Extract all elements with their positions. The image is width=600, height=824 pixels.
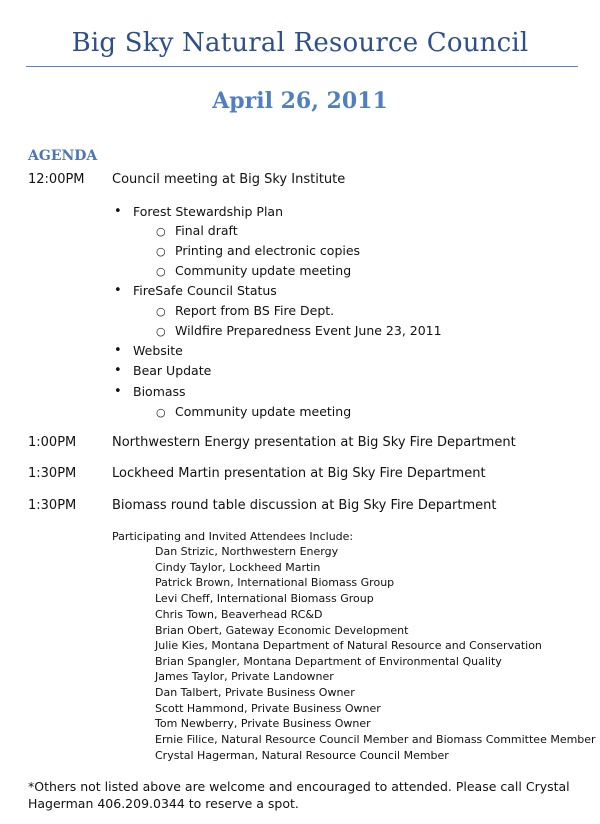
circle-bullet-icon: ○	[156, 325, 166, 338]
sub-list-item-text: Community update meeting	[175, 404, 352, 419]
attendee-item: James Taylor, Private Landowner	[155, 670, 334, 683]
bullet-icon: •	[114, 384, 122, 399]
attendee-item: Dan Strizic, Northwestern Energy	[155, 545, 339, 558]
agenda-time: 1:30PM	[28, 466, 77, 481]
attendee-item: Levi Cheff, International Biomass Group	[155, 592, 374, 605]
agenda-description: Council meeting at Big Sky Institute	[112, 172, 346, 187]
attendee-item: Patrick Brown, International Biomass Group	[155, 576, 395, 589]
list-item-text: Bear Update	[133, 363, 212, 378]
list-item-text: Forest Stewardship Plan	[133, 204, 284, 219]
circle-bullet-icon: ○	[156, 305, 166, 318]
attendee-item: Scott Hammond, Private Business Owner	[155, 702, 381, 715]
sub-list-item-text: Printing and electronic copies	[175, 243, 361, 258]
agenda-description: Biomass round table discussion at Big Sky Fire Department	[112, 498, 497, 513]
sub-list-item-text: Community update meeting	[175, 263, 352, 278]
bullet-icon: •	[114, 204, 122, 219]
bullet-icon: •	[114, 283, 122, 298]
list-item-text: Biomass	[133, 384, 186, 399]
footer-note: *Others not listed above are welcome and encouraged to attended. Please call Crystal Hagerman 406.209.0344 to reserve a spot.	[28, 779, 570, 811]
meeting-date: April 26, 2011	[212, 88, 388, 114]
agenda-time: 12:00PM	[28, 172, 85, 187]
title-rule	[26, 66, 578, 67]
document-title: Big Sky Natural Resource Council	[71, 28, 529, 58]
agenda-description: Northwestern Energy presentation at Big Sky Fire Department	[112, 435, 516, 450]
agenda-time: 1:00PM	[28, 435, 77, 450]
attendee-item: Brian Obert, Gateway Economic Development	[155, 624, 409, 637]
circle-bullet-icon: ○	[156, 245, 166, 258]
list-item-text: FireSafe Council Status	[133, 283, 277, 298]
sub-list-item-text: Final draft	[175, 223, 238, 238]
agenda-description: Lockheed Martin presentation at Big Sky Fire Department	[112, 466, 486, 481]
attendee-item: Crystal Hagerman, Natural Resource Council Member	[155, 749, 449, 762]
agenda-heading: AGENDA	[28, 148, 98, 164]
circle-bullet-icon: ○	[156, 265, 166, 278]
attendee-item: Julie Kies, Montana Department of Natural Resource and Conservation	[155, 639, 542, 652]
attendees-heading: Participating and Invited Attendees Include:	[112, 530, 354, 543]
bullet-icon: •	[114, 343, 122, 358]
attendee-item: Ernie Filice, Natural Resource Council Member and Biomass Committee Member	[155, 733, 596, 746]
bullet-icon: •	[114, 363, 122, 378]
agenda-time: 1:30PM	[28, 498, 77, 513]
sub-list-item-text: Wildfire Preparedness Event June 23, 2011	[175, 323, 442, 338]
circle-bullet-icon: ○	[156, 406, 166, 419]
attendee-item: Dan Talbert, Private Business Owner	[155, 686, 355, 699]
attendee-item: Tom Newberry, Private Business Owner	[155, 717, 371, 730]
attendee-item: Brian Spangler, Montana Department of Environmental Quality	[155, 655, 502, 668]
attendee-item: Chris Town, Beaverhead RC&D	[155, 608, 323, 621]
attendee-item: Cindy Taylor, Lockheed Martin	[155, 561, 321, 574]
sub-list-item-text: Report from BS Fire Dept.	[175, 303, 335, 318]
circle-bullet-icon: ○	[156, 225, 166, 238]
list-item-text: Website	[133, 343, 183, 358]
